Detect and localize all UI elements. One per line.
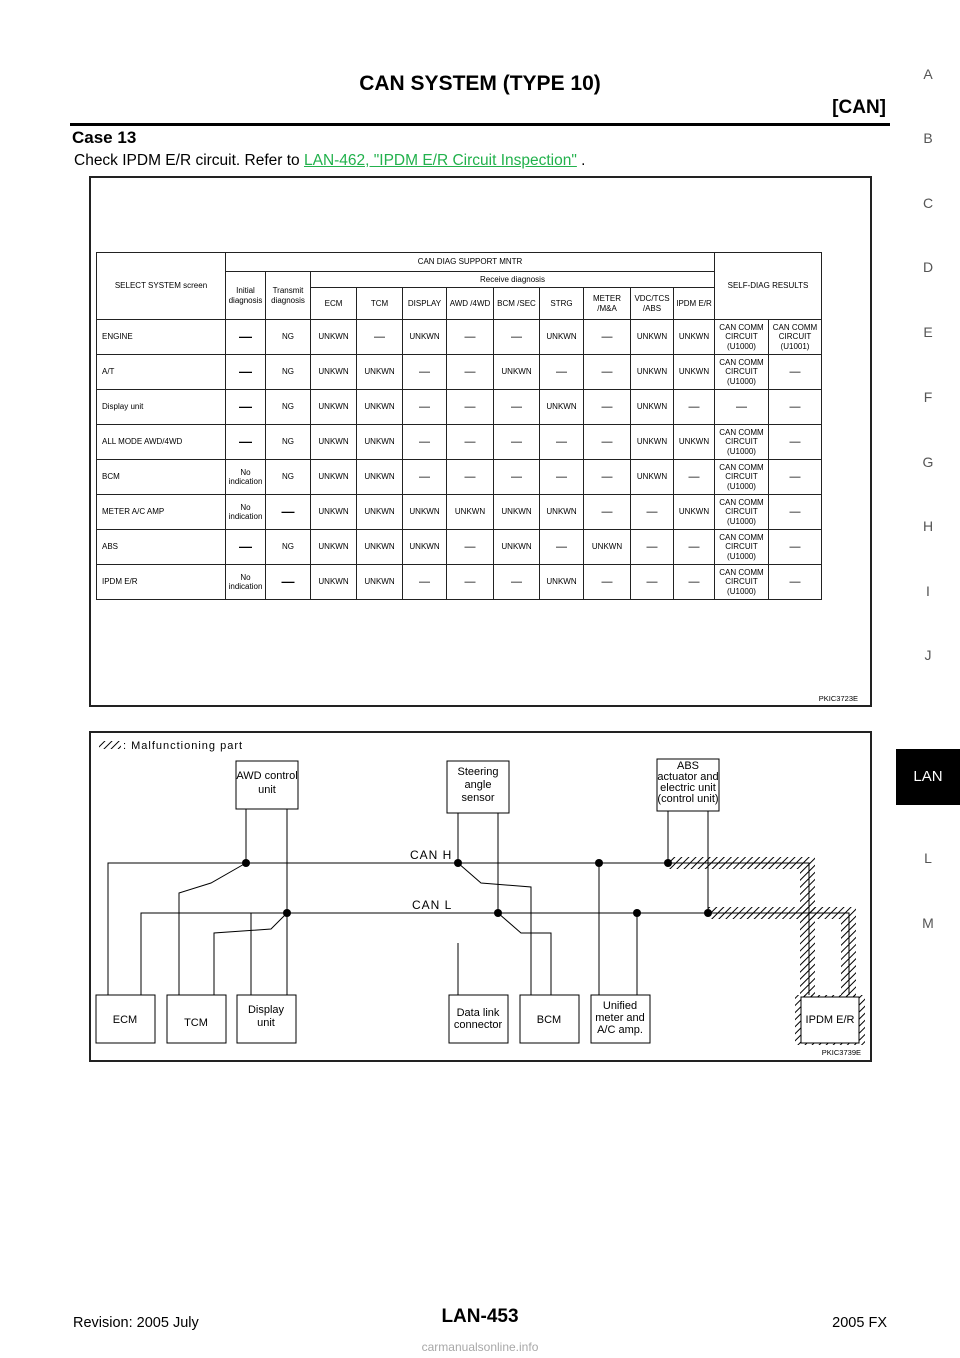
table-cell: IPDM E/R	[97, 565, 226, 600]
table-cell: —	[447, 425, 494, 460]
page-title: CAN SYSTEM (TYPE 10)	[359, 72, 601, 95]
table-cell: UNKWN	[403, 320, 447, 355]
table-cell: —	[494, 460, 540, 495]
table-cell: BCM	[97, 460, 226, 495]
table-cell: —	[226, 355, 266, 390]
table-cell: —	[494, 390, 540, 425]
table-cell: No indication	[226, 495, 266, 530]
unit-label-display: unit	[257, 1017, 275, 1029]
table-cell: —	[715, 390, 769, 425]
table-cell: No indication	[226, 565, 266, 600]
table-row	[97, 425, 822, 460]
table-cell: UNKWN	[540, 390, 584, 425]
figure-code: PKIC3723E	[818, 694, 858, 703]
receive-col-header: BCM /SEC	[494, 288, 540, 320]
table-cell: UNKWN	[357, 355, 403, 390]
section-tab-h[interactable]: H	[922, 518, 934, 534]
can-diagram	[91, 733, 870, 1060]
section-tab-j[interactable]: J	[924, 647, 932, 663]
table-cell: UNKWN	[357, 530, 403, 565]
unit-label-bcm: BCM	[536, 1014, 562, 1026]
receive-col-header: VDC/TCS /ABS	[631, 288, 674, 320]
table-cell: UNKWN	[311, 390, 357, 425]
table-cell: UNKWN	[631, 390, 674, 425]
unit-label-steering: sensor	[461, 792, 495, 804]
unit-label-abs: electric unit	[660, 782, 716, 794]
table-cell: METER A/C AMP	[97, 495, 226, 530]
table-cell: UNKWN	[494, 355, 540, 390]
diag-table-figure	[89, 176, 872, 707]
section-tab-b[interactable]: B	[923, 130, 933, 146]
table-cell: —	[226, 390, 266, 425]
receive-col-header: DISPLAY	[403, 288, 447, 320]
table-cell: NG	[266, 460, 311, 495]
table-cell: —	[674, 565, 715, 600]
can-l-label: CAN L	[412, 898, 453, 912]
table-cell: UNKWN	[540, 565, 584, 600]
table-cell: —	[769, 565, 822, 600]
table-cell: —	[674, 460, 715, 495]
table-row	[97, 390, 822, 425]
table-cell: UNKWN	[631, 460, 674, 495]
table-cell: UNKWN	[494, 495, 540, 530]
instruction-prefix: Check IPDM E/R circuit. Refer to	[74, 152, 304, 169]
junctions	[242, 859, 712, 917]
table-cell: —	[447, 565, 494, 600]
table-cell: —	[584, 320, 631, 355]
unit-label-awd: unit	[258, 784, 276, 796]
header-initial: Initial diagnosis	[226, 272, 266, 320]
unit-label-steering: Steering	[457, 766, 499, 778]
table-cell: CAN COMM CIRCUIT (U1001)	[769, 320, 822, 355]
section-tab-l[interactable]: L	[924, 850, 932, 866]
unit-label-ecm: ECM	[112, 1014, 138, 1026]
unit-label-abs: actuator and	[657, 771, 719, 783]
header-support-monitor: CAN DIAG SUPPORT MNTR	[226, 253, 715, 272]
table-cell: UNKWN	[584, 530, 631, 565]
table-cell: UNKWN	[311, 565, 357, 600]
unit-label-awd: AWD control	[236, 770, 298, 782]
table-cell: UNKWN	[494, 530, 540, 565]
table-cell: —	[447, 390, 494, 425]
table-cell: UNKWN	[357, 425, 403, 460]
table-cell: A/T	[97, 355, 226, 390]
table-cell: NG	[266, 390, 311, 425]
table-cell: NG	[266, 425, 311, 460]
legend-text: : Malfunctioning part	[123, 740, 244, 752]
table-cell: —	[674, 390, 715, 425]
unit-label-steering: angle	[464, 779, 492, 791]
can-diagram-figure	[89, 731, 872, 1062]
table-cell: UNKWN	[311, 355, 357, 390]
table-cell: UNKWN	[631, 425, 674, 460]
table-cell: ENGINE	[97, 320, 226, 355]
table-cell: —	[540, 460, 584, 495]
site-credit: carmanualsonline.info	[421, 1340, 539, 1354]
table-cell: —	[769, 390, 822, 425]
receive-col-header: AWD /4WD	[447, 288, 494, 320]
table-cell: —	[769, 495, 822, 530]
section-tab-e[interactable]: E	[923, 324, 933, 340]
table-cell: UNKWN	[403, 495, 447, 530]
instruction-suffix: .	[576, 152, 586, 169]
table-cell: —	[769, 530, 822, 565]
table-row	[97, 320, 822, 355]
section-tab-a[interactable]: A	[923, 66, 933, 82]
table-cell: UNKWN	[540, 495, 584, 530]
table-row	[97, 530, 822, 565]
table-cell: —	[494, 425, 540, 460]
table-cell: UNKWN	[403, 530, 447, 565]
table-row	[97, 460, 822, 495]
footer-model: 2005 FX	[832, 1315, 887, 1331]
case-heading: Case 13	[72, 128, 137, 147]
table-cell: CAN COMM CIRCUIT (U1000)	[715, 565, 769, 600]
table-cell: CAN COMM CIRCUIT (U1000)	[715, 530, 769, 565]
figure-code-2: PKIC3739E	[821, 1048, 861, 1057]
table-cell: CAN COMM CIRCUIT (U1000)	[715, 320, 769, 355]
receive-col-header: TCM	[357, 288, 403, 320]
unit-label-dlc: Data link	[456, 1007, 500, 1019]
table-cell: UNKWN	[540, 320, 584, 355]
unit-label-abs: (control unit)	[657, 793, 719, 805]
header-select-system: SELECT SYSTEM screen	[97, 253, 226, 320]
table-cell: —	[447, 355, 494, 390]
table-cell: UNKWN	[357, 565, 403, 600]
table-cell: No indication	[226, 460, 266, 495]
table-cell: —	[403, 355, 447, 390]
instruction-text	[74, 152, 586, 170]
section-tab-lan[interactable]: LAN	[896, 749, 960, 805]
table-cell: CAN COMM CIRCUIT (U1000)	[715, 495, 769, 530]
table-cell: UNKWN	[674, 425, 715, 460]
unit-label-meter: meter and	[595, 1012, 645, 1024]
table-cell: —	[226, 425, 266, 460]
table-cell: NG	[266, 320, 311, 355]
receive-col-header: STRG	[540, 288, 584, 320]
table-cell: UNKWN	[357, 495, 403, 530]
unit-label-abs: ABS	[676, 760, 700, 772]
table-cell: CAN COMM CIRCUIT (U1000)	[715, 355, 769, 390]
can-h-label: CAN H	[410, 848, 453, 862]
table-cell: —	[540, 530, 584, 565]
table-cell: —	[584, 460, 631, 495]
header-transmit: Transmit diagnosis	[266, 272, 311, 320]
unit-label-meter: A/C amp.	[597, 1024, 643, 1036]
table-cell: —	[357, 320, 403, 355]
table-cell: —	[266, 565, 311, 600]
table-cell: Display unit	[97, 390, 226, 425]
table-cell: —	[226, 530, 266, 565]
table-cell: —	[266, 495, 311, 530]
diag-support-table	[96, 252, 822, 600]
section-tab-c[interactable]: C	[922, 195, 934, 211]
table-cell: UNKWN	[311, 320, 357, 355]
receive-col-header: ECM	[311, 288, 357, 320]
table-cell: UNKWN	[311, 495, 357, 530]
table-cell: —	[494, 320, 540, 355]
table-cell: —	[447, 460, 494, 495]
footer-page-number: LAN-453	[441, 1306, 519, 1327]
section-tab-d[interactable]: D	[922, 259, 934, 275]
table-cell: UNKWN	[631, 320, 674, 355]
table-cell: —	[403, 460, 447, 495]
unit-label-ipdm: IPDM E/R	[805, 1014, 855, 1026]
table-cell: —	[769, 355, 822, 390]
receive-col-header: METER /M&A	[584, 288, 631, 320]
table-cell: —	[447, 530, 494, 565]
table-cell: UNKWN	[311, 425, 357, 460]
table-cell: UNKWN	[311, 460, 357, 495]
table-cell: —	[769, 425, 822, 460]
table-cell: —	[403, 390, 447, 425]
table-cell: ALL MODE AWD/4WD	[97, 425, 226, 460]
table-cell: UNKWN	[357, 390, 403, 425]
table-cell: —	[403, 565, 447, 600]
unit-label-display: Display	[247, 1004, 285, 1016]
hatch-swatch	[99, 741, 121, 749]
table-cell: —	[584, 390, 631, 425]
table-cell: CAN COMM CIRCUIT (U1000)	[715, 460, 769, 495]
header-self-diag: SELF-DIAG RESULTS	[715, 253, 822, 320]
footer-revision: Revision: 2005 July	[73, 1315, 199, 1331]
table-cell: NG	[266, 530, 311, 565]
hatch-can-l-path	[708, 907, 856, 997]
table-cell: —	[584, 565, 631, 600]
inspection-link[interactable]: LAN-462, "IPDM E/R Circuit Inspection"	[303, 152, 577, 169]
table-row	[97, 495, 822, 530]
table-cell: UNKWN	[631, 355, 674, 390]
table-row	[97, 565, 822, 600]
table-cell: —	[769, 460, 822, 495]
table-cell: NG	[266, 355, 311, 390]
table-cell: —	[584, 495, 631, 530]
table-cell: —	[631, 530, 674, 565]
table-cell: UNKWN	[674, 495, 715, 530]
hatch-can-h-path	[668, 857, 815, 997]
table-cell: —	[494, 565, 540, 600]
table-cell: UNKWN	[447, 495, 494, 530]
table-cell: —	[447, 320, 494, 355]
table-cell: UNKWN	[357, 460, 403, 495]
table-cell: —	[631, 495, 674, 530]
unit-label-tcm: TCM	[184, 1017, 208, 1029]
unit-label-meter: Unified	[602, 1000, 638, 1012]
section-tab-g[interactable]: G	[922, 454, 934, 470]
table-cell: —	[631, 565, 674, 600]
header-rule	[70, 123, 890, 126]
section-tab-m[interactable]: M	[922, 915, 934, 931]
table-cell: UNKWN	[674, 320, 715, 355]
table-cell: UNKWN	[674, 355, 715, 390]
section-tab-f[interactable]: F	[923, 389, 933, 405]
receive-col-header: IPDM E/R	[674, 288, 715, 320]
table-row	[97, 355, 822, 390]
section-label: [CAN]	[832, 97, 886, 118]
table-cell: ABS	[97, 530, 226, 565]
header-receive: Receive diagnosis	[311, 272, 715, 288]
table-cell: —	[403, 425, 447, 460]
table-cell: —	[674, 530, 715, 565]
table-cell: —	[584, 425, 631, 460]
legend	[99, 740, 243, 752]
table-cell: UNKWN	[311, 530, 357, 565]
table-cell: —	[584, 355, 631, 390]
section-tab-i[interactable]: I	[926, 583, 930, 599]
unit-label-dlc: connector	[453, 1019, 503, 1031]
table-cell: —	[226, 320, 266, 355]
table-cell: —	[540, 425, 584, 460]
table-cell: —	[540, 355, 584, 390]
table-cell: CAN COMM CIRCUIT (U1000)	[715, 425, 769, 460]
can-l-line	[141, 913, 849, 995]
